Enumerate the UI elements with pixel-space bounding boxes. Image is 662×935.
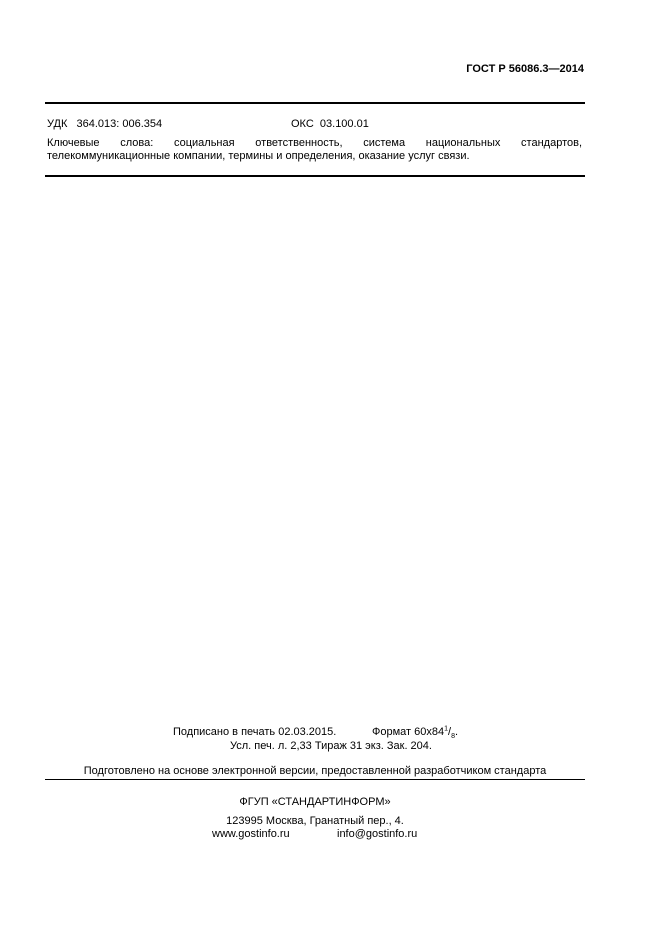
format-numerator: 1	[444, 725, 449, 733]
signed-for-print: Подписано в печать 02.03.2015.	[173, 726, 337, 738]
keywords-paragraph: Ключевые слова: социальная ответственность, система национальных стандартов, телекоммуникационные компании, термины и определения, оказание услуг связи.	[47, 137, 582, 162]
print-details: Усл. печ. л. 2,33 Тираж 31 экз. Зак. 204.	[230, 740, 432, 752]
paper-format	[372, 725, 459, 741]
middle-divider	[45, 175, 585, 177]
format-suffix: .	[454, 726, 459, 738]
bottom-divider	[45, 779, 585, 780]
format-denominator: 8	[451, 733, 455, 741]
oks-code: ОКС 03.100.01	[291, 118, 369, 130]
prepared-note: Подготовлено на основе электронной версии, предоставленной разработчиком стандарта	[83, 765, 547, 777]
publisher-website: www.gostinfo.ru	[212, 828, 290, 840]
format-slash: /	[448, 726, 452, 738]
publisher-email: info@gostinfo.ru	[337, 828, 418, 840]
top-divider	[45, 102, 585, 104]
udk-code: УДК 364.013: 006.354	[47, 118, 163, 130]
document-code: ГОСТ Р 56086.3—2014	[466, 63, 584, 75]
format-prefix: Формат 60x84	[372, 726, 445, 738]
publisher-name: ФГУП «СТАНДАРТИНФОРМ»	[239, 796, 391, 808]
publisher-address: 123995 Москва, Гранатный пер., 4.	[226, 815, 404, 827]
